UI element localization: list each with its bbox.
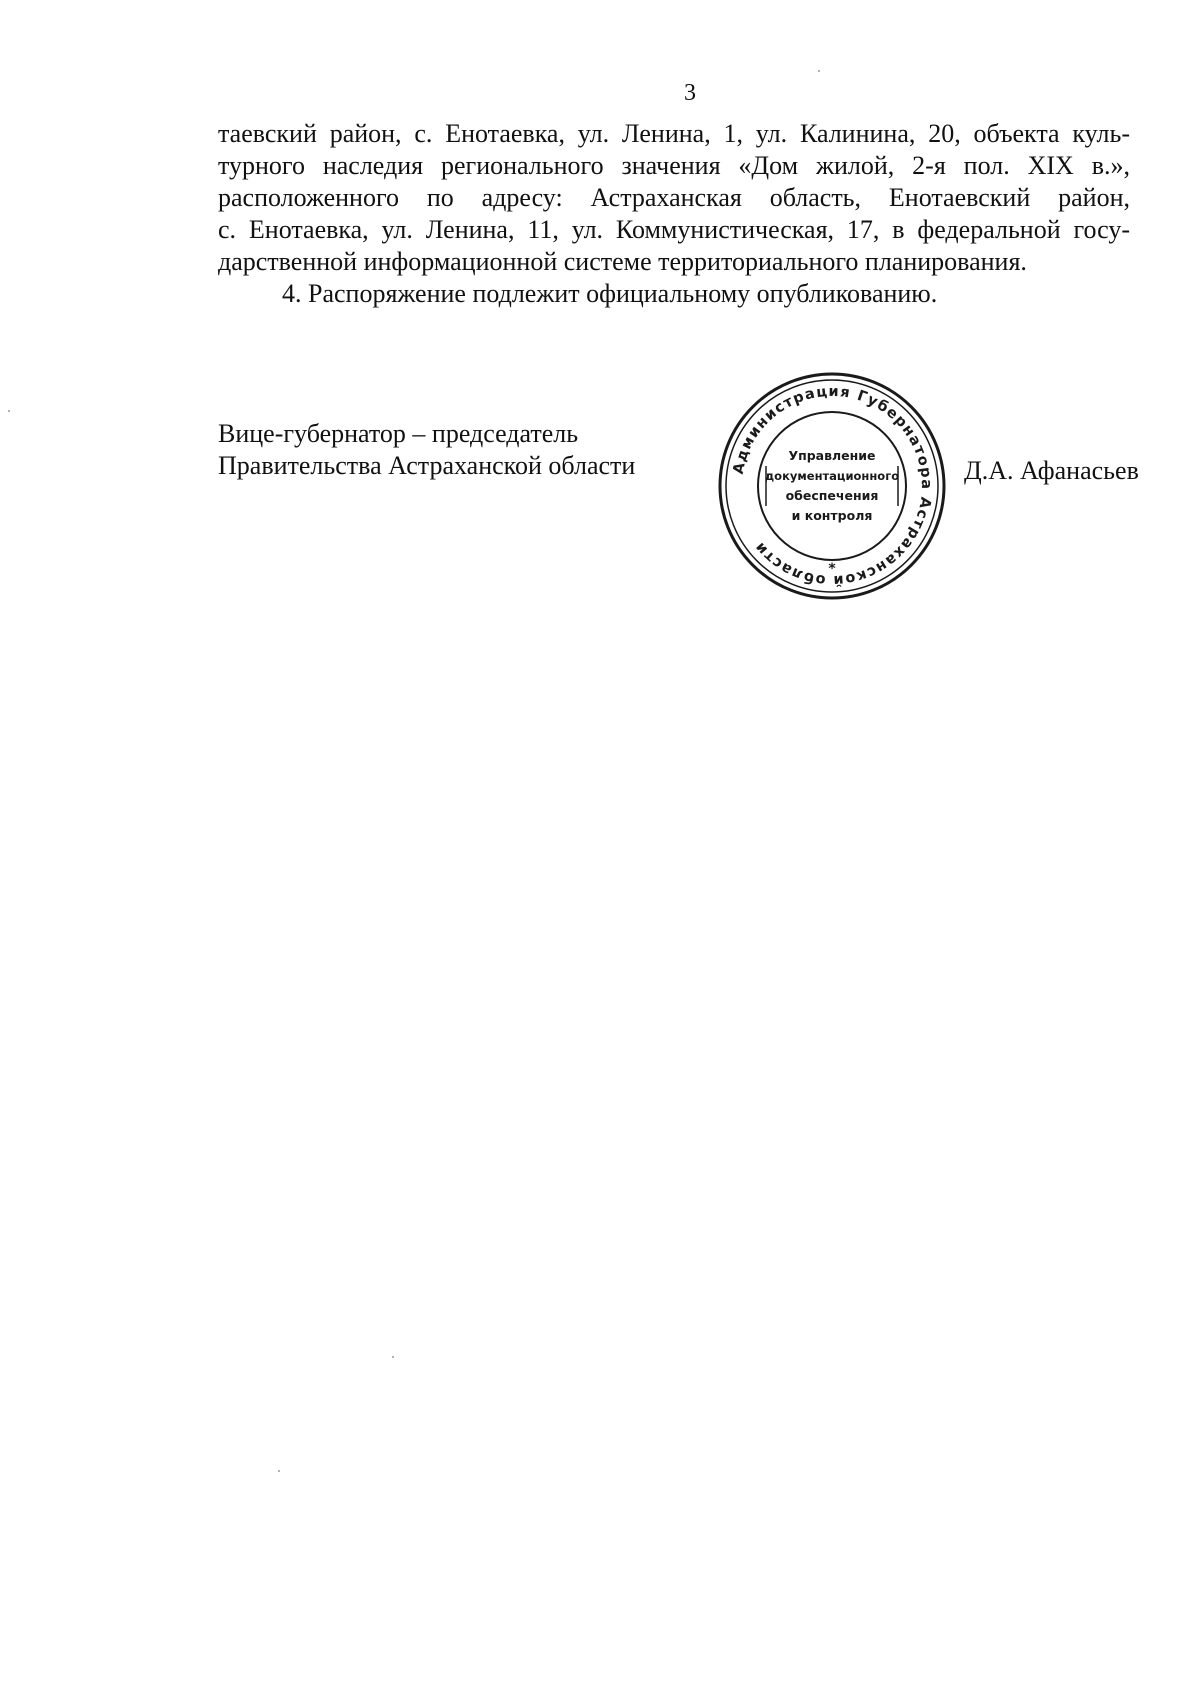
stamp-center-line: документационного xyxy=(764,469,900,483)
stamp-center-line: и контроля xyxy=(791,508,873,523)
paragraph-line: расположенного по адресу: Астраханская область, Енотаевский район, xyxy=(218,183,1130,212)
paragraph-line: с. Енотаевка, ул. Ленина, 11, ул. Коммунистическая, 17, в федеральной госу- xyxy=(218,215,1130,244)
item-4-text: 4. Распоряжение подлежит официальному опубликованию. xyxy=(282,279,938,308)
scan-speck xyxy=(8,410,10,412)
signatory-position xyxy=(218,418,635,482)
stamp-star: * xyxy=(828,561,836,577)
position-line: Правительства Астраханской области xyxy=(218,451,636,480)
official-seal-stamp xyxy=(716,370,948,602)
stamp-center-line: Управление xyxy=(788,448,876,463)
paragraph-line: таевский район, с. Енотаевка, ул. Ленина, 1, ул. Калинина, 20, объекта куль- xyxy=(218,119,1130,148)
svg-text:Администрация Губернатора Астр xyxy=(731,384,934,588)
scan-speck xyxy=(818,70,820,72)
document-body xyxy=(218,118,1130,310)
stamp-center-line: обеспечения xyxy=(785,488,879,503)
scan-speck xyxy=(278,1470,280,1472)
signatory-name: Д.А. Афанасьев xyxy=(964,456,1139,485)
position-line: Вице-губернатор – председатель xyxy=(218,419,579,448)
stamp-ring-text: Администрация Губернатора Астраханской области xyxy=(730,383,935,589)
paragraph-line: турного наследия регионального значения «Дом жилой, 2-я пол. XIX в.», xyxy=(218,151,1130,180)
paragraph-line: дарственной информационной системе территориального планирования. xyxy=(218,247,1027,276)
page-number: 3 xyxy=(684,80,696,106)
scan-speck xyxy=(392,1356,394,1358)
